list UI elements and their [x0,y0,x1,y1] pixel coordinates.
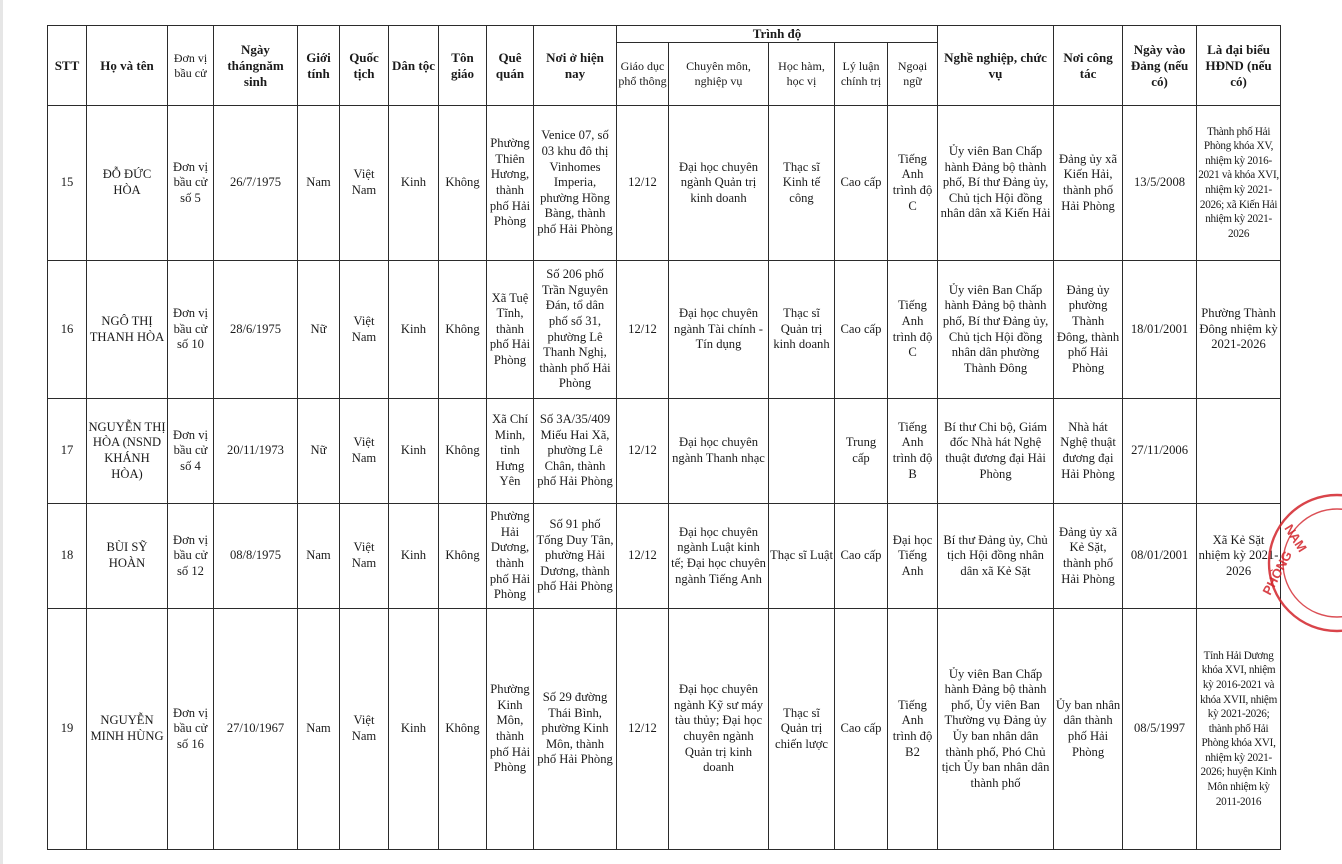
header-occupation: Nghề nghiệp, chức vụ [938,26,1054,106]
cell-general-education: 12/12 [617,504,669,609]
cell-unit: Đơn vị bầu cử số 16 [168,609,214,850]
cell-general-education: 12/12 [617,399,669,504]
cell-stt: 16 [48,261,87,399]
cell-residence: Số 206 phố Trần Nguyên Đán, tổ dân phố số 31, phường Lê Thanh Nghị, thành phố Hải Phòng [534,261,617,399]
cell-occupation: Bí thư Chi bộ, Giám đốc Nhà hát Nghệ thuật đương đại Hải Phòng [938,399,1054,504]
cell-council-delegate: Tỉnh Hải Dương khóa XVI, nhiệm kỳ 2016-2021 và khóa XVII, nhiệm kỳ 2021-2026; thành phố Hải Phòng khóa XVI, nhiệm kỳ 2021-2026; huyện Kinh Môn nhiệm kỳ 2011-2016 [1197,609,1281,850]
cell-residence: Số 3A/35/409 Miếu Hai Xã, phường Lê Chân, thành phố Hải Phòng [534,399,617,504]
seal-lettering: NAM [1281,521,1310,555]
cell-religion: Không [439,504,487,609]
table-body [48,106,1281,850]
cell-professional: Đại học chuyên ngành Tài chính - Tín dụng [669,261,769,399]
header-professional: Chuyên môn, nghiệp vụ [669,43,769,106]
header-foreign-language: Ngoại ngữ [888,43,938,106]
cell-dob: 20/11/1973 [214,399,298,504]
cell-general-education: 12/12 [617,261,669,399]
cell-gender: Nữ [298,261,340,399]
cell-ethnicity: Kinh [389,106,439,261]
cell-dob: 26/7/1975 [214,106,298,261]
cell-gender: Nam [298,609,340,850]
table-row [48,106,1281,261]
cell-gender: Nam [298,106,340,261]
header-dob: Ngày thángnăm sinh [214,26,298,106]
official-seal-stamp [1259,488,1342,638]
cell-hometown: Phường Thiên Hương, thành phố Hải Phòng [487,106,534,261]
table-header [48,26,1281,106]
cell-dob: 08/8/1975 [214,504,298,609]
header-degree: Học hàm, học vị [769,43,835,106]
cell-hometown: Phường Kinh Môn, thành phố Hải Phòng [487,609,534,850]
cell-council-delegate: Xã Kẻ Sặt nhiệm kỳ 2021-2026 [1197,504,1281,609]
cell-name: BÙI SỸ HOÀN [87,504,168,609]
cell-foreign-language: Đại học Tiếng Anh [888,504,938,609]
header-gender: Giới tính [298,26,340,106]
cell-occupation: Ủy viên Ban Chấp hành Đảng bộ thành phố, Bí thư Đảng ủy, Chủ tịch Hội đồng nhân dân phường Thành Đông [938,261,1054,399]
cell-occupation: Ủy viên Ban Chấp hành Đảng bộ thành phố, Bí thư Đảng ủy, Chủ tịch Hội đồng nhân dân xã Kiến Hải [938,106,1054,261]
cell-party-date: 08/01/2001 [1123,504,1197,609]
cell-hometown: Xã Chí Minh, tỉnh Hưng Yên [487,399,534,504]
cell-council-delegate: Phường Thành Đông nhiệm kỳ 2021-2026 [1197,261,1281,399]
cell-unit: Đơn vị bầu cử số 10 [168,261,214,399]
cell-stt: 18 [48,504,87,609]
header-workplace: Nơi công tác [1054,26,1123,106]
cell-council-delegate: Thành phố Hải Phòng khóa XV, nhiệm kỳ 2016-2021 và khóa XVI, nhiệm kỳ 2021-2026; xã Kiến Hải nhiệm kỳ 2021-2026 [1197,106,1281,261]
table-row [48,399,1281,504]
header-party-date: Ngày vào Đảng (nếu có) [1123,26,1197,106]
cell-foreign-language: Tiếng Anh trình độ B2 [888,609,938,850]
cell-gender: Nam [298,504,340,609]
header-general-education: Giáo dục phổ thông [617,43,669,106]
cell-unit: Đơn vị bầu cử số 4 [168,399,214,504]
cell-dob: 27/10/1967 [214,609,298,850]
cell-workplace: Đảng ủy xã Kiến Hải, thành phố Hải Phòng [1054,106,1123,261]
cell-party-date: 13/5/2008 [1123,106,1197,261]
header-hometown: Quê quán [487,26,534,106]
candidate-table [47,25,1281,850]
cell-residence: Số 91 phố Tống Duy Tân, phường Hải Dương, thành phố Hải Phòng [534,504,617,609]
cell-degree: Thạc sĩ Quản trị kinh doanh [769,261,835,399]
table-row [48,261,1281,399]
cell-residence: Số 29 đường Thái Bình, phường Kinh Môn, thành phố Hải Phòng [534,609,617,850]
cell-nationality: Việt Nam [340,504,389,609]
cell-nationality: Việt Nam [340,106,389,261]
cell-professional: Đại học chuyên ngành Quản trị kinh doanh [669,106,769,261]
cell-political-theory: Trung cấp [835,399,888,504]
table-row [48,504,1281,609]
header-residence: Nơi ở hiện nay [534,26,617,106]
cell-professional: Đại học chuyên ngành Kỹ sư máy tàu thủy; Đại học chuyên ngành Quản trị kinh doanh [669,609,769,850]
cell-residence: Venice 07, số 03 khu đô thị Vinhomes Imperia, phường Hồng Bàng, thành phố Hải Phòng [534,106,617,261]
cell-ethnicity: Kinh [389,399,439,504]
cell-name: NGUYỄN THỊ HÒA (NSND KHÁNH HÒA) [87,399,168,504]
cell-political-theory: Cao cấp [835,504,888,609]
cell-political-theory: Cao cấp [835,261,888,399]
cell-foreign-language: Tiếng Anh trình độ C [888,106,938,261]
cell-hometown: Phường Hải Dương, thành phố Hải Phòng [487,504,534,609]
cell-nationality: Việt Nam [340,399,389,504]
cell-stt: 19 [48,609,87,850]
cell-occupation: Ủy viên Ban Chấp hành Đảng bộ thành phố, Ủy viên Ban Thường vụ Đảng ủy Ủy ban nhân dân thành phố, Phó Chủ tịch Ủy ban nhân dân thành phố [938,609,1054,850]
header-political-theory: Lý luận chính trị [835,43,888,106]
cell-professional: Đại học chuyên ngành Thanh nhạc [669,399,769,504]
cell-religion: Không [439,609,487,850]
cell-party-date: 08/5/1997 [1123,609,1197,850]
cell-ethnicity: Kinh [389,261,439,399]
scan-edge-shadow [0,0,3,864]
cell-dob: 28/6/1975 [214,261,298,399]
header-name: Họ và tên [87,26,168,106]
cell-degree: Thạc sĩ Luật [769,504,835,609]
cell-religion: Không [439,106,487,261]
cell-workplace: Ủy ban nhân dân thành phố Hải Phòng [1054,609,1123,850]
cell-religion: Không [439,261,487,399]
cell-stt: 15 [48,106,87,261]
cell-general-education: 12/12 [617,106,669,261]
header-nationality: Quốc tịch [340,26,389,106]
cell-unit: Đơn vị bầu cử số 12 [168,504,214,609]
cell-stt: 17 [48,399,87,504]
cell-gender: Nữ [298,399,340,504]
header-unit: Đơn vị bầu cử [168,26,214,106]
seal-lettering-2: PHÒNG [1259,548,1296,598]
cell-party-date: 18/01/2001 [1123,261,1197,399]
cell-name: NGÔ THỊ THANH HÒA [87,261,168,399]
table-row [48,609,1281,850]
cell-ethnicity: Kinh [389,504,439,609]
cell-political-theory: Cao cấp [835,609,888,850]
cell-religion: Không [439,399,487,504]
cell-general-education: 12/12 [617,609,669,850]
cell-occupation: Bí thư Đảng ủy, Chủ tịch Hội đồng nhân dân xã Kẻ Sặt [938,504,1054,609]
cell-ethnicity: Kinh [389,609,439,850]
cell-political-theory: Cao cấp [835,106,888,261]
cell-degree: Thạc sĩ Quản trị chiến lược [769,609,835,850]
cell-unit: Đơn vị bầu cử số 5 [168,106,214,261]
cell-nationality: Việt Nam [340,261,389,399]
header-stt: STT [48,26,87,106]
cell-nationality: Việt Nam [340,609,389,850]
cell-degree [769,399,835,504]
cell-workplace: Đảng ủy phường Thành Đông, thành phố Hải Phòng [1054,261,1123,399]
header-education-group: Trình độ [617,26,938,43]
cell-name: NGUYỄN MINH HÙNG [87,609,168,850]
cell-foreign-language: Tiếng Anh trình độ C [888,261,938,399]
cell-workplace: Đảng ủy xã Kẻ Sặt, thành phố Hải Phòng [1054,504,1123,609]
cell-hometown: Xã Tuệ Tĩnh, thành phố Hải Phòng [487,261,534,399]
cell-party-date: 27/11/2006 [1123,399,1197,504]
cell-workplace: Nhà hát Nghệ thuật đương đại Hải Phòng [1054,399,1123,504]
cell-name: ĐỖ ĐỨC HÒA [87,106,168,261]
cell-foreign-language: Tiếng Anh trình độ B [888,399,938,504]
header-religion: Tôn giáo [439,26,487,106]
header-council-delegate: Là đại biểu HĐND (nếu có) [1197,26,1281,106]
header-ethnicity: Dân tộc [389,26,439,106]
cell-degree: Thạc sĩ Kinh tế công [769,106,835,261]
cell-professional: Đại học chuyên ngành Luật kinh tế; Đại học chuyên ngành Tiếng Anh [669,504,769,609]
